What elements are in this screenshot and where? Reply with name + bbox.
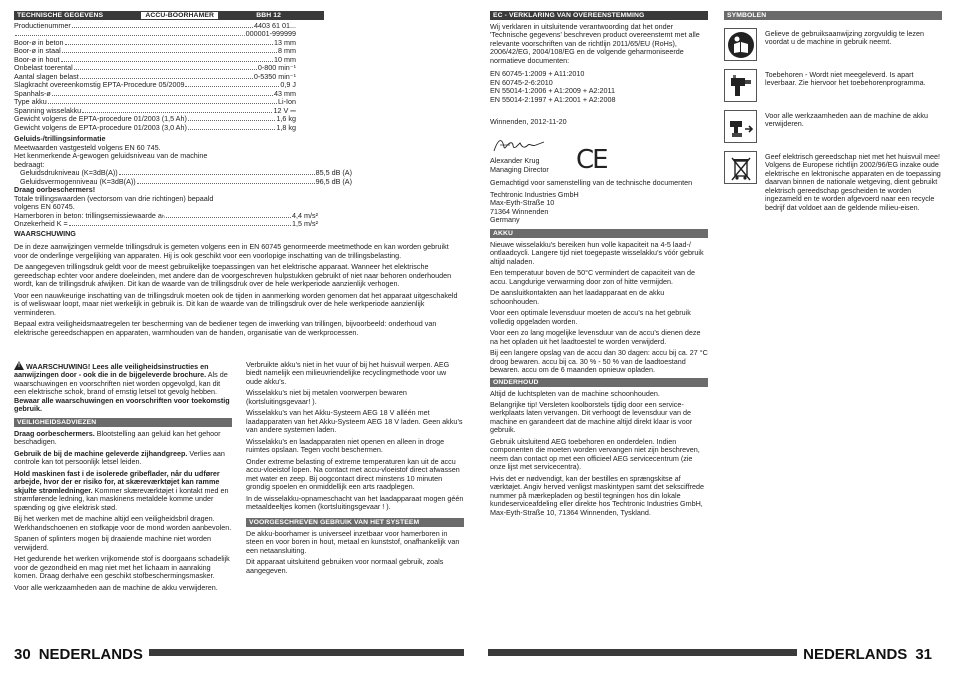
warning-triangle-icon: ! <box>14 361 24 370</box>
safety-item <box>14 584 232 592</box>
ec-standards <box>490 70 708 104</box>
spec-row-label: Boor-ø in beton <box>14 38 64 47</box>
vibration-line: Totale trillingswaarden (vectorsom van drie richtingen) bepaald <box>14 193 214 203</box>
vibration-warning-section <box>14 230 464 340</box>
vibration-row-label: Onzekerheid K = <box>14 220 68 229</box>
noise-values <box>14 169 352 186</box>
ec-place-date: Winnenden, 2012-11-20 <box>490 117 567 127</box>
company-line: Max-Eyth-Straße 10 <box>490 198 555 208</box>
intended-use-header: VOORGESCHREVEN GEBRUIK VAN HET SYSTEEM <box>246 518 464 527</box>
spec-row <box>14 47 296 55</box>
symbol-text: Voor alle werkzaamheden aan de machine de akku verwijderen. <box>765 111 929 129</box>
spec-row <box>14 115 296 123</box>
leader-dots <box>185 81 279 87</box>
battery-notes-text <box>246 361 464 512</box>
page-language-right: NEDERLANDS <box>803 646 908 664</box>
vibration-row-value: 4,4 m/s² <box>292 211 318 220</box>
spec-row-label: Spanhals-ø <box>14 89 51 98</box>
spec-row <box>14 107 296 115</box>
vibration-values <box>14 212 318 229</box>
ec-standard: EN 60745-2-6:2010 <box>490 77 553 87</box>
battery-notes-column <box>246 361 464 578</box>
signer-name: Alexander Krug <box>490 156 540 166</box>
akku-paragraph: Voor een optimale levensduur moeten de accu’s na het gebruik volledig opgeladen worden. <box>490 308 691 326</box>
safety-warning-intro: WAARSCHUWING! Lees alle veiligheidsinstructies en aanwijzingen door - ook die in de bijgeleverde brochure. <box>14 362 209 380</box>
leader-dots <box>52 90 273 96</box>
maintenance-paragraph: Gebruik uitsluitend AEG toebehoren en onderdelen. Indien componenten die moeten worden vervangen niet zijn beschreven, neem dan contact op met een officieel AEG servicecentrum (zie onze lijst met servicecentra). <box>490 436 700 472</box>
spec-row-value: 8 mm <box>278 47 296 56</box>
intended-use-paragraph: Dit apparaat uitsluitend gebruiken voor normaal gebruik, zoals aangegeven. <box>246 557 444 575</box>
safety-item <box>14 430 232 447</box>
leader-dots <box>80 73 253 79</box>
maintenance-text <box>490 390 708 518</box>
company-line: 71364 Winnenden <box>490 206 549 216</box>
symbol-text: Gelieve de gebruiksaanwijzing zorgvuldig te lezen voordat u de machine in gebruik neemt. <box>765 29 925 47</box>
safety-item <box>14 555 232 580</box>
safety-item-text: Voor alle werkzaamheden aan de machine de akku verwijderen. <box>14 582 218 592</box>
weee-bin-icon <box>724 151 757 184</box>
noise-line: Het kenmerkende A-gewogen geluidsniveau van de machine <box>14 151 208 161</box>
footer-left <box>14 646 149 664</box>
leader-dots <box>69 220 291 226</box>
leader-dots <box>61 56 273 62</box>
symbol-row <box>724 69 942 102</box>
safety-warning-block <box>14 361 232 414</box>
leader-dots <box>65 39 273 45</box>
noise-row-value: 85,5 dB (A) <box>315 169 352 178</box>
vibration-row <box>14 212 318 220</box>
warning-paragraph: De aangegeven trillingsdruk geldt voor de meest gebruikelijke toepassingen van het elektrische apparaat. Wanneer het elektrische gereedschap echter voor andere doeleinden, met andere dan de voorgeschreven hulpstukken gebruikt of niet naar behoren onderhouden wordt, kan de trillingsdruk afwijken. Dit kan de waarde van de trillingsdruk over de hele werkperiode aanzienlijk verhogen. <box>14 262 452 289</box>
vibration-row-label: Hamerboren in beton: trillingsemissiewaarde aₕ <box>14 211 165 220</box>
noise-row-value: 96,5 dB (A) <box>315 177 352 186</box>
page-number-right: 31 <box>915 646 932 664</box>
symbol-row <box>724 28 942 61</box>
safety-item <box>14 515 232 532</box>
safety-header: VEILIGHEIDSADVIEZEN <box>14 418 232 427</box>
maintenance-paragraph: Altijd de luchtspleten van de machine schoonhouden. <box>490 388 660 398</box>
warning-paragraph: Bepaal extra veiligheidsmaatregelen ter bescherming van de bediener tegen de inwerking van trillingen, bijvoorbeeld: onderhoud van elektrische gereedschappen en apparaten, warmhouden van de handen, organisatie van de werkprocessen. <box>14 319 437 337</box>
safety-item-text: Verlies aan controle kan tot persoonlijk letsel leiden. <box>14 448 225 467</box>
leader-dots <box>82 107 272 113</box>
symbol-row <box>724 110 942 143</box>
tech-data-header <box>14 11 324 20</box>
page-number-left: 30 <box>14 646 31 664</box>
read-manual-icon <box>724 28 757 61</box>
leader-dots <box>62 47 277 53</box>
safety-item <box>14 450 232 467</box>
spec-row-value: 0,9 J <box>280 81 296 90</box>
spec-row-value: 4403 61 01... <box>254 22 296 30</box>
signature-image <box>490 133 550 155</box>
symbols-header: SYMBOLEN <box>724 11 942 20</box>
company-line: Techtronic Industries GmbH <box>490 189 579 199</box>
spec-row-label: Aantal slagen belast <box>14 72 79 81</box>
company-line: Germany <box>490 215 520 225</box>
vibration-intro <box>14 195 324 212</box>
safety-item-text: Bij het werken met de machine altijd een veiligheidsbril dragen. Werkhandschoenen en stofkapje voor de mond worden aanbevolen. <box>14 514 232 532</box>
symbol-text: Geef elektrisch gereedschap niet met het huisvuil mee! Volgens de Europese richtlijn 2002/96/EG inzake oude elektrische en lektronische apparaten en de toepassing daarvan binnen de nationale wetgeving, dient gebruikt elektrisch gereedschap gescheiden te worden ingezameld en te worden afgevoerd naar een recycle bedrijf dat voldoet aan de geldende milieu-eisen. <box>765 152 941 212</box>
spec-row-value: 43 mm <box>274 89 296 98</box>
vibration-line: volgens EN 60745. <box>14 202 75 212</box>
maintenance-paragraph: Hvis det er nødvendigt, kan der bestilles en sprængskitse af værktøjet. Angiv herved venligst maskintypen samt det seksciffrede nummer på mærkepladen og bestil tegningen hos din lokale kundeserviceafdeling eller direkte hos Techtronic Industries GmbH, Max-Eyth-Straße 10, 71364 Winnenden, Tyskland. <box>490 473 704 517</box>
leader-dots <box>188 124 276 130</box>
spec-row-label: Spanning wisselakku <box>14 106 82 115</box>
akku-paragraph: De aansluitkontakten aan het laadapparaat en de akku schoonhouden. <box>490 288 665 306</box>
safety-items <box>14 430 232 592</box>
vibration-row <box>14 220 318 228</box>
symbols-column <box>724 11 942 220</box>
warning-paragraph: De in deze aanwijzingen vermelde trillingsdruk is gemeten volgens een in EN 60745 genormeerde meetmethode en kan worden gebruikt voor de onderlinge vergelijking van apparaten. Hij is ook geschikt voor een voorlopige inschatting van de trillingsbelasting. <box>14 242 449 260</box>
safety-item-bold: Hold maskinen fast i de isolerede gribeflader, når du udfører arbejde, hvor der er risiko for, at skæreværktøjet kan ramme skjulte strømledninger. <box>14 468 220 495</box>
leader-dots <box>72 22 253 28</box>
ec-column <box>490 11 708 520</box>
akku-paragraph: Voor een zo lang mogelijke levensduur van de accu’s dienen deze na het opladen uit het laadtoestel te worden verwijderd. <box>490 328 701 346</box>
spec-row <box>14 56 296 64</box>
battery-note: Onder extreme belasting of extreme temperaturen kan uit de accu accu-vloeistof lopen. Na contact met accu-vloeistof direct afwassen met water en zeep. Bij oogcontact direct minstens 10 minuten grondig spoelen en onmiddellijk een arts raadplegen. <box>246 456 460 492</box>
safety-item-bold: Draag oorbeschermers. <box>14 428 95 438</box>
spec-row-value: 12 V ⎓ <box>273 106 296 115</box>
safety-item <box>14 470 232 512</box>
vibration-warning-title: WAARSCHUWING <box>14 229 76 238</box>
safety-item-text: Kommer skæreværktøjet i kontakt med en strømførende ledning, kan maskinens metaldele komme under spænding og give elektrisk stød. <box>14 485 229 512</box>
spec-row <box>14 73 296 81</box>
spec-row <box>14 98 296 106</box>
spec-row-value: 1,6 kg <box>276 115 296 124</box>
intended-use-text <box>246 530 464 575</box>
maintenance-header: ONDERHOUD <box>490 378 708 387</box>
footer-right <box>797 646 940 664</box>
tech-tool-type: ACCU-BOORHAMER <box>141 12 218 20</box>
noise-intro <box>14 144 324 169</box>
spec-row-label: Boor-ø in staal <box>14 47 61 56</box>
vibration-warning-text <box>14 243 464 337</box>
spec-row-label: Gewicht volgens de EPTA-procedure 01/2003 (3,0 Ah) <box>14 123 187 132</box>
spec-row-label: Gewicht volgens de EPTA-procedure 01/2003 (1,5 Ah) <box>14 115 187 124</box>
leader-dots <box>74 64 257 70</box>
page-right <box>477 0 954 677</box>
battery-note: Wisselakku’s niet bij metalen voorwerpen bewaren (kortsluitingsgevaar! ). <box>246 388 407 406</box>
spec-row-value: 0-800 min⁻¹ <box>257 64 296 73</box>
leader-dots <box>188 115 276 121</box>
spec-row-label: Onbelast toerental <box>14 64 73 73</box>
hearing-protection-note: Draag oorbeschermers! <box>14 185 96 195</box>
spec-row-value: 1,8 kg <box>276 123 296 132</box>
noise-line: Meetwaarden vastgesteld volgens EN 60 745. <box>14 142 161 152</box>
safety-item-bold: Gebruik de bij de machine geleverde zijhandgreep. <box>14 448 188 458</box>
spec-row-label: Productienummer <box>14 22 71 30</box>
tech-data-section <box>14 11 352 229</box>
spec-row <box>14 81 296 89</box>
ec-standard: EN 55014-2:1997 + A1:2001 + A2:2008 <box>490 94 616 104</box>
spec-row <box>14 30 296 38</box>
spec-row <box>14 90 296 98</box>
spec-row <box>14 39 296 47</box>
spec-row-label: Type akku <box>14 98 47 107</box>
spec-row <box>14 64 296 72</box>
warning-paragraph: Voor een nauwkeurige inschatting van de trillingsdruk moeten ook de tijden in aanmerking worden genomen dat het apparaat uitgeschakeld is of weliswaar loopt, maar niet werkelijk in gebruik is. Dit kan de waarde van de trillingsdruk over de hele werkperiode aanzienlijk verminderen. <box>14 290 458 317</box>
ec-standard: EN 60745-1:2009 + A11:2010 <box>490 69 585 79</box>
spec-row-label: Boor-ø in hout <box>14 55 60 64</box>
akku-text <box>490 241 708 375</box>
leader-dots <box>166 212 291 218</box>
noise-row <box>20 169 352 177</box>
page-language-left: NEDERLANDS <box>38 646 143 664</box>
noise-row-label: Geluidsdrukniveau (K=3dB(A)) <box>20 169 118 178</box>
tech-spec-list <box>14 20 296 132</box>
remove-battery-icon <box>724 110 757 143</box>
ce-mark-icon: CE <box>576 144 607 175</box>
symbol-row <box>724 151 942 212</box>
leader-dots <box>48 98 277 104</box>
accessory-icon <box>724 69 757 102</box>
safety-item-text: Spanen of splinters mogen bij draaiende machine niet worden verwijderd. <box>14 534 211 552</box>
ec-intro: Wij verklaren in uitsluitende verantwoording dat het onder 'Technische gegevens' beschreven product overeenstemt met alle relevante voorschriften van de richtlijn 2011/65/EU (RoHs), 2006/42/EG, 2004/108/EG en de volgende geharmoniseerde normatieve documenten: <box>490 22 700 65</box>
battery-note: Wisselakku’s en laadapparaten niet openen en alleen in droge ruimtes opslaan. Tegen vocht beschermen. <box>246 436 445 455</box>
noise-title: Geluids-/trillingsinformatie <box>14 134 106 144</box>
tech-model: BBH 12 <box>256 11 281 19</box>
leader-dots <box>15 30 239 36</box>
ec-header: EC - VERKLARING VAN OVEREENSTEMMING <box>490 11 708 20</box>
battery-note: Wisselakku’s van het Akku-Systeem AEG 18 V alléén met laadapparaten van het Akku-Systeem AEG 18 V laden. Geen akku’s van andere systemen laden. <box>246 408 463 435</box>
ec-authorized: Gemachtigd voor samenstelling van de technische documenten <box>490 178 693 188</box>
maintenance-paragraph: Belangrijke tip! Versleten koolborstels tijdig door een service-werkplaats laten vervangen. Dit verhoogt de levensduur van de machine en garandeert dat de machine altijd direkt klaar is voor gebruik. <box>490 399 693 435</box>
spec-row-value: 0-5350 min⁻¹ <box>253 72 296 81</box>
safety-item-text: Blootstelling aan geluid kan het gehoor beschadigen. <box>14 428 221 447</box>
battery-note: Verbruikte akku’s niet in het vuur of bij het huisvuil werpen. AEG biedt namelijk een milieuvriendelijke recyclingmethode voor uw oude akku’s. <box>246 360 450 386</box>
spec-row <box>14 22 296 30</box>
safety-item <box>14 535 232 552</box>
spec-row-label: Slagkracht overeenkomstig EPTA-Procedure 05/2009 <box>14 81 185 90</box>
ec-company-address <box>490 191 708 225</box>
safety-column <box>14 361 232 595</box>
spec-row-value: 13 mm <box>274 38 296 47</box>
tech-header-title: TECHNISCHE GEGEVENS <box>17 11 104 19</box>
akku-paragraph: Nieuwe wisselakku’s bereiken hun volle kapaciteit na 4-5 laad-/ ontlaadcycli. Langere tijd niet toegepaste wisselakku’s vóór gebruik altijd naladen. <box>490 239 704 266</box>
leader-dots <box>137 178 315 184</box>
battery-note: In de wisselakku-opnameschacht van het laadapparaat mogen géén metaaldeeltjes komen (kortsluitingsgevaar ! ). <box>246 493 464 512</box>
spec-row-value: Li-Ion <box>278 98 296 107</box>
akku-header: AKKU <box>490 229 708 238</box>
signer-title: Managing Director <box>490 164 549 174</box>
safety-warning-outro: Bewaar alle waarschuwingen en voorschriften voor toekomstig gebruik. <box>14 395 230 414</box>
noise-row-label: Geluidsvermogenniveau (K=3dB(A)) <box>20 177 136 186</box>
noise-line: bedraagt: <box>14 159 45 169</box>
vibration-row-value: 1,5 m/s² <box>292 220 318 229</box>
akku-paragraph: Bij een langere opslag van de accu dan 30 dagen: accu bij ca. 27 °C droog bewaren. accu bij ca. 30 % - 50 % van de laadtoestand bewaren. accu om de 6 maanden opnieuw opladen. <box>490 348 708 375</box>
safety-warning-text: Als de waarschuwingen en voorschriften niet worden opgevolgd, kan dit een elektrische schok, brand of ernstig letsel tot gevolg hebben. <box>14 370 228 397</box>
spec-row-value: 10 mm <box>274 55 296 64</box>
intended-use-paragraph: De akku-boorhamer is universeel inzetbaar voor hamerboren in steen en voor boren in hout, metaal en kunststof, onafhankelijk van een netaansluiting. <box>246 528 460 555</box>
spec-row-value: ...000001-999999 <box>239 30 296 39</box>
spec-row <box>14 124 296 132</box>
leader-dots <box>119 169 315 175</box>
ec-standard: EN 55014-1:2006 + A1:2009 + A2:2011 <box>490 86 615 96</box>
symbol-text: Toebehoren - Wordt niet meegeleverd. Is apart leverbaar. Zie hiervoor het toebehorenprogramma. <box>765 70 926 88</box>
safety-item-text: Het gedurende het werken vrijkomende stof is doorgaans schadelijk voor de gezondheid en mag niet met het lichaam in aanraking komen. Draag derhalve een geschikt stofbeschermingsmasker. <box>14 554 230 581</box>
akku-paragraph: Een temperatuur boven de 50°C vermindert de capaciteit van de accu. Langdurige verwarming door zon of hitte vermijden. <box>490 268 696 286</box>
